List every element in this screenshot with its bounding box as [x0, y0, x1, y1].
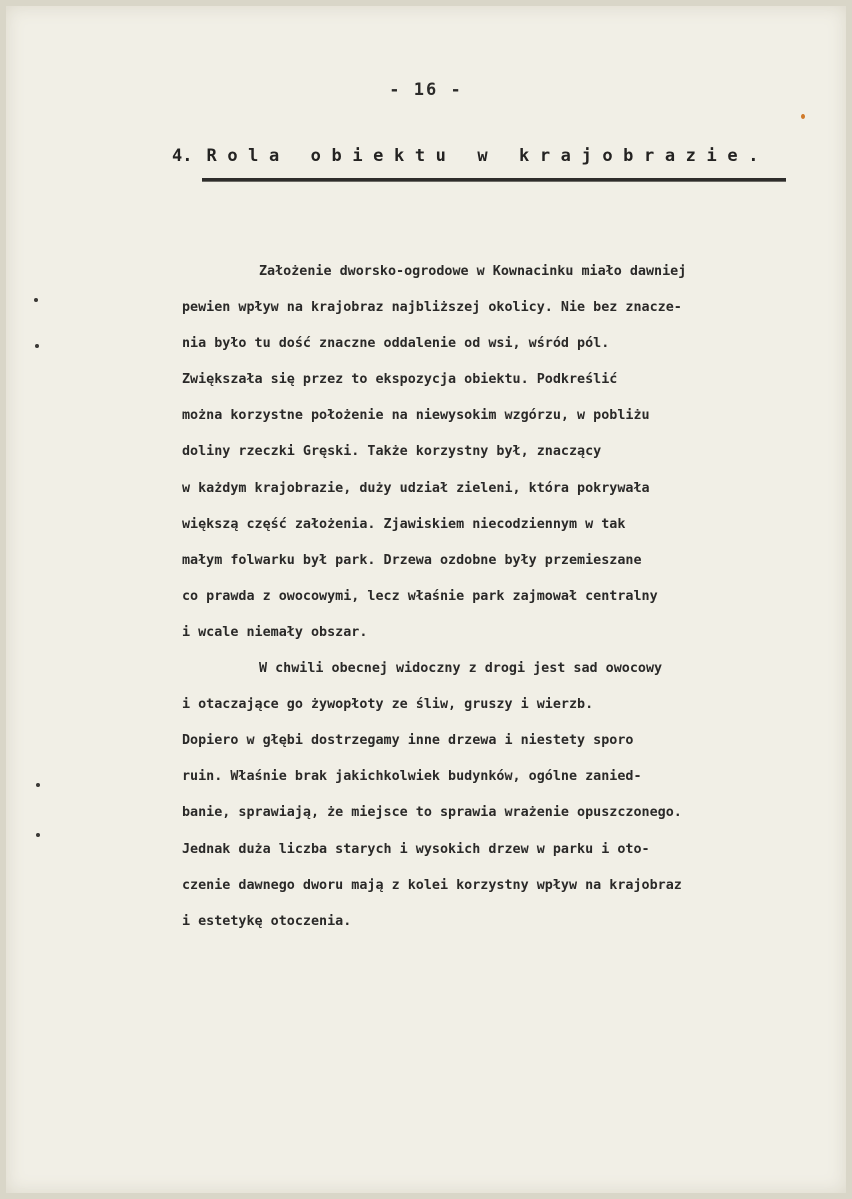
text-line: W chwili obecnej widoczny z drogi jest sad owocowy: [259, 661, 663, 677]
text-line: pewien wpływ na krajobraz najbliższej okolicy. Nie bez znacze-: [182, 300, 682, 316]
margin-dot: [36, 833, 40, 837]
text-line: większą część założenia. Zjawiskiem niecodziennym w tak: [182, 516, 626, 532]
text-line: i wcale niemały obszar.: [182, 624, 368, 640]
document-page: [6, 6, 846, 1193]
text-line: banie, sprawiają, że miejsce to sprawia wrażenie opuszczonego.: [182, 805, 682, 821]
text-line: co prawda z owocowymi, lecz właśnie park zajmował centralny: [182, 588, 658, 604]
margin-dot: [36, 783, 40, 787]
text-line: ruin. Właśnie brak jakichkolwiek budynków, ogólne zanied-: [182, 769, 642, 785]
text-line: doliny rzeczki Gręski. Także korzystny był, znaczący: [182, 444, 602, 460]
text-line: Dopiero w głębi dostrzegamy inne drzewa i niestety sporo: [182, 733, 634, 749]
body-text: [182, 254, 852, 940]
margin-dot: [34, 298, 38, 302]
page-number: - 16 -: [389, 80, 463, 100]
text-line: nia było tu dość znaczne oddalenie od wsi, wśród pól.: [182, 336, 610, 352]
heading-underline: [202, 178, 786, 182]
text-line: czenie dawnego dworu mają z kolei korzystny wpływ na krajobraz: [182, 877, 682, 893]
text-line: i estetykę otoczenia.: [182, 913, 352, 929]
text-line: Założenie dworsko-ogrodowe w Kownacinku miało dawniej: [259, 264, 687, 279]
text-line: i otaczające go żywopłoty ze śliw, gruszy i wierzb.: [182, 697, 594, 713]
text-line: można korzystne położenie na niewysokim wzgórzu, w pobliżu: [182, 408, 650, 424]
text-line: Jednak duża liczba starych i wysokich drzew w parku i oto-: [182, 841, 650, 857]
stray-ink-mark: [801, 114, 805, 119]
section-title: Rola obiektu w krajobrazie.: [206, 146, 770, 166]
text-line: w każdym krajobrazie, duży udział zieleni, która pokrywała: [182, 480, 650, 496]
section-number: 4.: [172, 146, 193, 166]
text-line: Zwiększała się przez to ekspozycja obiektu. Podkreślić: [182, 372, 618, 388]
text-line: małym folwarku był park. Drzewa ozdobne były przemieszane: [182, 552, 642, 568]
margin-dot: [35, 344, 39, 348]
section-heading: [172, 146, 792, 166]
